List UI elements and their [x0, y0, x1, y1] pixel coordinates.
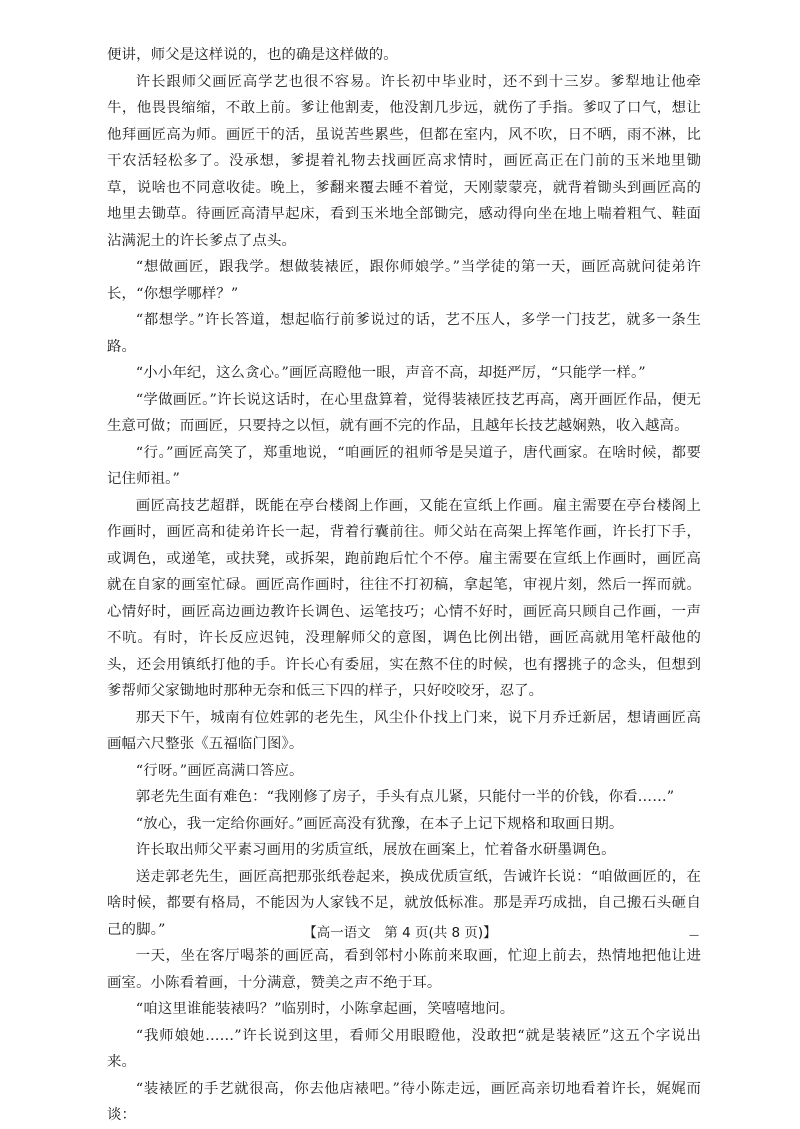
- paragraph: 许长取出师父平素习画用的劣质宣纸，展放在画案上，忙着备水研墨调色。: [135, 842, 616, 858]
- paragraph: “咱这里谁能装裱吗？”临别时，小陈拿起画，笑嘻嘻地问。: [135, 1001, 515, 1017]
- paragraph: “行呀。”画匠高满口答应。: [135, 762, 304, 779]
- article-body: [107, 42, 701, 1129]
- paragraph: “放心，我一定给你画好。”画匠高没有犹豫，在本子上记下规格和取画日期。: [135, 815, 624, 832]
- paragraph: “我师娘她……”许长说到这里，看师父用眼瞪他，没敢把“就是装裱匠”这五个字说出来。: [107, 1027, 701, 1070]
- paragraph: 送走郭老先生，画匠高把那张纸卷起来，换成优质宣纸，告诫许长说：“咱做画匠的，在啥时候，都要有格局，不能因为人家钱不足，就放低标准。那是弄巧成拙，自己搬石头砸自己的脚。”: [107, 868, 701, 938]
- paragraph: “学做画匠。”许长说这话时，在心里盘算着，觉得装裱匠技艺再高，离开画匠作品，便无生意可做；而画匠，只要持之以恒，就有画不完的作品，且越年长技艺越娴熟，收入越高。: [107, 391, 701, 434]
- paragraph: 便讲，师父是这样说的，也的确是这样做的。: [107, 47, 398, 63]
- paragraph: “装裱匠的手艺就很高，你去他店裱吧。”待小陈走远，画匠高亲切地看着许长，娓娓而谈：: [107, 1080, 701, 1123]
- paragraph: 一天，坐在客厅喝茶的画匠高，看到邻村小陈前来取画，忙迎上前去，热情地把他让进画室。小陈看着画，十分满意，赞美之声不绝于耳。: [107, 948, 701, 991]
- dash-mark: —: [689, 930, 699, 941]
- paragraph: “行。”画匠高笑了，郑重地说，“咱画匠的祖师爷是吴道子，唐代画家。在啥时候，都要记住师祖。”: [107, 444, 701, 487]
- paragraph: “都想学。”许长答道，想起临行前爹说过的话，艺不压人，多学一门技艺，就多一条生路。: [107, 312, 701, 355]
- paragraph: “想做画匠，跟我学。想做装裱匠，跟你师娘学。”当学徒的第一天，画匠高就问徒弟许长，“你想学哪样？”: [107, 259, 701, 302]
- paragraph: “小小年纪，这么贪心。”画匠高瞪他一眼，声音不高，却挺严厉，“只能学一样。”: [135, 365, 646, 381]
- paragraph: 郭老先生面有难色：“我刚修了房子，手头有点儿紧，只能付一半的价钱，你看……”: [135, 789, 675, 805]
- paragraph: 那天下午，城南有位姓郭的老先生，风尘仆仆找上门来，说下月乔迁新居，想请画匠高画幅六尺整张《五福临门图》。: [107, 709, 701, 752]
- paragraph: 画匠高技艺超群，既能在亭台楼阁上作画，又能在宣纸上作画。雇主需要在亭台楼阁上作画时，画匠高和徒弟许长一起，背着行囊前往。师父站在高架上挥笔作画，许长打下手，或调色，或递笔，或扶凳，或拆架，跑前跑后忙个不停。雇主需要在宣纸上作画时，画匠高就在自家的画室忙碌。画匠高作画时，往往不打初稿，拿起笔，审视片刻，然后一挥而就。心情好时，画匠高边画边教许长调色、运笔技巧；心情不好时，画匠高只顾自己作画，一声不吭。有时，许长反应迟钝，没理解师父的意图，调色比例出错，画匠高就用笔杆敲他的头，还会用镇纸打他的手。许长心有委屈，实在熬不住的时候，也有撂挑子的念头，但想到爹帮师父家锄地时那种无奈和低三下四的样子，只好咬咬牙，忍了。: [107, 497, 701, 699]
- paragraph: 许长跟师父画匠高学艺也很不容易。许长初中毕业时，还不到十三岁。爹犁地让他牵牛，他畏畏缩缩，不敢上前。爹让他割麦，他没割几步远，就伤了手指。爹叹了口气，想让他拜画匠高为师。画匠干的活，虽说苦些累些，但都在室内，风不吹，日不晒，雨不淋，比干农活轻松多了。没承想，爹提着礼物去找画匠高求情时，画匠高正在门前的玉米地里锄草，说啥也不同意收徒。晚上，爹翻来覆去睡不着觉，天刚蒙蒙亮，就背着锄头到画匠高的地里去锄草。待画匠高清早起床，看到玉米地全部锄完，感动得向坐在地上喘着粗气、鞋面沾满泥土的许长爹点了点头。: [107, 73, 701, 249]
- page-footer: 【高一语文 第 4 页(共 8 页)】: [303, 925, 497, 941]
